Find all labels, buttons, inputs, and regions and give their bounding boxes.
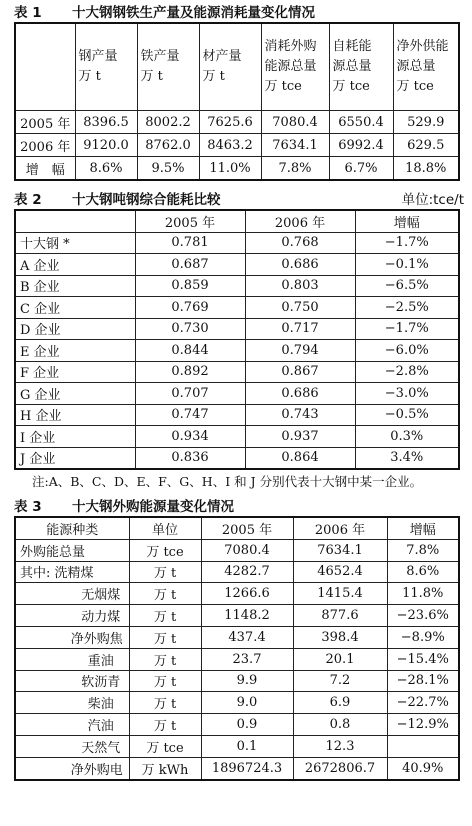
table2-cell: −2.5%	[355, 297, 459, 319]
table2-cell: −2.8%	[355, 361, 459, 383]
table3-cell: 0.1	[201, 735, 293, 757]
table2-row	[15, 361, 459, 383]
table3-cell: −22.7%	[387, 692, 459, 714]
table2-row-label: I 企业	[15, 426, 135, 448]
table1-header-line: 净外供能	[396, 39, 449, 54]
table3-cell: 398.4	[293, 626, 387, 648]
table2-cell: 0.864	[245, 447, 355, 469]
table2-row-label: E 企业	[15, 340, 135, 362]
table3-header-cell: 2006 年	[293, 517, 387, 539]
table2-row-label: C 企业	[15, 297, 135, 319]
table1-row	[15, 111, 459, 134]
table3-cell: 万 t	[129, 626, 201, 648]
table2-cell: 3.4%	[355, 447, 459, 469]
table2-cell: −6.0%	[355, 340, 459, 362]
table3-header-row	[15, 517, 459, 539]
table3-cell: −12.9%	[387, 714, 459, 736]
table1-header-line: 自耗能	[332, 39, 372, 54]
table3-cell: 40.9%	[387, 757, 459, 779]
table2-cell: 0.768	[245, 232, 355, 254]
table2-cell: −0.5%	[355, 404, 459, 426]
table1-cell: 8762.0	[137, 134, 199, 157]
table3-cell: −23.6%	[387, 605, 459, 627]
table3-row	[15, 583, 459, 605]
table3-cell	[387, 735, 459, 757]
table3-cell: 20.1	[293, 648, 387, 670]
table1-cell: 8463.2	[199, 134, 261, 157]
table2-row	[15, 275, 459, 297]
table1-cell: 6.7%	[329, 157, 393, 181]
table3-cell: 0.8	[293, 714, 387, 736]
table3-row	[15, 561, 459, 583]
table2-row-label: J 企业	[15, 447, 135, 469]
table3-cell: 23.7	[201, 648, 293, 670]
table3-cell: 12.3	[293, 735, 387, 757]
table3-cell: 8.6%	[387, 561, 459, 583]
table3-cell: 1266.6	[201, 583, 293, 605]
table1-header-line: 铁产量	[140, 49, 180, 64]
table1-cell: 529.9	[393, 111, 459, 134]
table3-cell: 万 t	[129, 714, 201, 736]
table3-header-cell: 能源种类	[15, 517, 129, 539]
table3-cell: −15.4%	[387, 648, 459, 670]
table1-cell: 6550.4	[329, 111, 393, 134]
table3-cell: 万 tce	[129, 539, 201, 561]
table1-caption	[0, 0, 472, 22]
table1-header-line: 万 tce	[332, 79, 370, 94]
table3-row-label: 软沥青	[15, 670, 129, 692]
table1-header-cell	[393, 23, 459, 111]
table1-cell: 8002.2	[137, 111, 199, 134]
table1-header-corner	[15, 23, 75, 111]
table2-cell: 0.892	[135, 361, 245, 383]
table2-cell: −3.0%	[355, 383, 459, 405]
table3-cell: 1148.2	[201, 605, 293, 627]
table2-cell: 0.686	[245, 383, 355, 405]
table1-header-line: 万 t	[202, 69, 225, 84]
table2-row	[15, 383, 459, 405]
table3-row-label: 汽油	[15, 714, 129, 736]
table2-row-label: 十大钢 *	[15, 232, 135, 254]
table3-cell: 万 t	[129, 561, 201, 583]
table3-row-label: 净外购电	[15, 757, 129, 779]
table2-cell: 0.3%	[355, 426, 459, 448]
table3-cell: −28.1%	[387, 670, 459, 692]
table1-cell: 18.8%	[393, 157, 459, 181]
table1-header-line: 源总量	[332, 59, 372, 74]
table2-header-cell: 增幅	[355, 210, 459, 232]
table2	[14, 209, 460, 470]
table1-header-line: 万 tce	[264, 79, 302, 94]
table3-cell: 7634.1	[293, 539, 387, 561]
table3-row-label: 动力煤	[15, 605, 129, 627]
table2-note: 注:A、B、C、D、E、F、G、H、I 和 J 分别代表十大钢中某一企业。	[32, 474, 423, 489]
table3-row-label: 天然气	[15, 735, 129, 757]
table3-header-cell: 2005 年	[201, 517, 293, 539]
table3-row-label: 重油	[15, 648, 129, 670]
table2-cell: 0.844	[135, 340, 245, 362]
table3-cell: 9.0	[201, 692, 293, 714]
table2-cell: −1.7%	[355, 318, 459, 340]
table2-row	[15, 426, 459, 448]
table1-cell: 9120.0	[75, 134, 137, 157]
table1-cell: 9.5%	[137, 157, 199, 181]
table1-cell: 7080.4	[261, 111, 329, 134]
table1-number: 表 1	[14, 5, 42, 21]
table3-row-label: 柴油	[15, 692, 129, 714]
table1-header-line: 能源总量	[264, 59, 317, 74]
table3-row	[15, 670, 459, 692]
table2-header-row	[15, 210, 459, 232]
table2-cell: 0.836	[135, 447, 245, 469]
table2-caption	[0, 187, 472, 209]
table1-header-line: 万 t	[140, 69, 163, 84]
table3-cell: −8.9%	[387, 626, 459, 648]
table1-header-cell	[329, 23, 393, 111]
table2-cell: −0.1%	[355, 254, 459, 276]
table1-header-line: 万 tce	[396, 79, 434, 94]
table2-row-label: B 企业	[15, 275, 135, 297]
table2-cell: 0.730	[135, 318, 245, 340]
table1-header-line: 消耗外购	[264, 39, 317, 54]
table2-cell: 0.867	[245, 361, 355, 383]
table1-title: 十大钢钢铁生产量及能源消耗量变化情况	[72, 5, 315, 21]
table3-cell: 6.9	[293, 692, 387, 714]
table3-row	[15, 626, 459, 648]
table3-cell: 7080.4	[201, 539, 293, 561]
table2-cell: 0.686	[245, 254, 355, 276]
table1-header-row	[15, 23, 459, 111]
table2-row-label: F 企业	[15, 361, 135, 383]
table1-row-label: 增 幅	[15, 157, 75, 181]
table2-title: 十大钢吨钢综合能耗比较	[72, 192, 221, 208]
table1-row	[15, 134, 459, 157]
table3-row	[15, 539, 459, 561]
table3-row-label: 净外购焦	[15, 626, 129, 648]
table2-cell: 0.717	[245, 318, 355, 340]
table3-title: 十大钢外购能源量变化情况	[72, 499, 234, 515]
table1-cell: 7.8%	[261, 157, 329, 181]
table2-cell: −6.5%	[355, 275, 459, 297]
table2-row	[15, 254, 459, 276]
table3-row	[15, 714, 459, 736]
table2-cell: 0.934	[135, 426, 245, 448]
table1-header-cell	[75, 23, 137, 111]
table3-cell: 11.8%	[387, 583, 459, 605]
table2-cell: 0.743	[245, 404, 355, 426]
table1-header-cell	[199, 23, 261, 111]
table2-row	[15, 447, 459, 469]
table1-cell: 7634.1	[261, 134, 329, 157]
table3-row-label: 外购能总量	[15, 539, 129, 561]
table1-cell: 6992.4	[329, 134, 393, 157]
table1-cell: 7625.6	[199, 111, 261, 134]
table3-cell: 1896724.3	[201, 757, 293, 779]
table2-row	[15, 404, 459, 426]
table2-cell: −1.7%	[355, 232, 459, 254]
table3-row	[15, 757, 459, 779]
table3	[14, 516, 460, 781]
table3-row	[15, 648, 459, 670]
table3-cell: 7.8%	[387, 539, 459, 561]
table3-caption	[0, 494, 472, 516]
table2-unit: 单位:tce/t	[401, 192, 464, 208]
table3-header-cell: 增幅	[387, 517, 459, 539]
table3-cell: 2672806.7	[293, 757, 387, 779]
table3-cell: 万 kWh	[129, 757, 201, 779]
table3-row-label: 无烟煤	[15, 583, 129, 605]
table3-cell: 437.4	[201, 626, 293, 648]
table2-header-cell: 2006 年	[245, 210, 355, 232]
table2-cell: 0.794	[245, 340, 355, 362]
table1-row-label: 2006 年	[15, 134, 75, 157]
table3-cell: 9.9	[201, 670, 293, 692]
table2-cell: 0.803	[245, 275, 355, 297]
table2-row-label: A 企业	[15, 254, 135, 276]
table3-cell: 万 t	[129, 583, 201, 605]
table1-row-label: 2005 年	[15, 111, 75, 134]
table1-header-line: 材产量	[202, 49, 242, 64]
table1-cell: 8.6%	[75, 157, 137, 181]
table2-row-label: D 企业	[15, 318, 135, 340]
table2-cell: 0.859	[135, 275, 245, 297]
table1	[14, 22, 460, 181]
table1-cell: 8396.5	[75, 111, 137, 134]
table2-row	[15, 297, 459, 319]
table2-header-cell	[15, 210, 135, 232]
table3-number: 表 3	[14, 499, 42, 515]
table2-cell: 0.769	[135, 297, 245, 319]
table3-cell: 万 t	[129, 670, 201, 692]
table2-cell: 0.937	[245, 426, 355, 448]
table3-cell: 万 t	[129, 648, 201, 670]
table2-row	[15, 340, 459, 362]
table3-header-cell: 单位	[129, 517, 201, 539]
table3-row	[15, 692, 459, 714]
table2-cell: 0.747	[135, 404, 245, 426]
table3-row	[15, 605, 459, 627]
table2-row-label: G 企业	[15, 383, 135, 405]
table3-cell: 1415.4	[293, 583, 387, 605]
table3-cell: 7.2	[293, 670, 387, 692]
table3-cell: 877.6	[293, 605, 387, 627]
table3-cell: 万 t	[129, 605, 201, 627]
table3-cell: 万 t	[129, 692, 201, 714]
table1-header-cell	[137, 23, 199, 111]
table3-cell: 4652.4	[293, 561, 387, 583]
table3-cell: 4282.7	[201, 561, 293, 583]
table1-header-line: 万 t	[78, 69, 101, 84]
table2-header-cell: 2005 年	[135, 210, 245, 232]
table3-row-label: 其中: 洗精煤	[15, 561, 129, 583]
table2-cell: 0.687	[135, 254, 245, 276]
table2-cell: 0.750	[245, 297, 355, 319]
table2-row	[15, 232, 459, 254]
table1-header-line: 源总量	[396, 59, 436, 74]
table1-row	[15, 157, 459, 181]
table2-cell: 0.707	[135, 383, 245, 405]
table2-number: 表 2	[14, 192, 42, 208]
table2-cell: 0.781	[135, 232, 245, 254]
table1-cell: 11.0%	[199, 157, 261, 181]
table3-cell: 万 tce	[129, 735, 201, 757]
table2-row-label: H 企业	[15, 404, 135, 426]
table3-cell: 0.9	[201, 714, 293, 736]
table1-cell: 629.5	[393, 134, 459, 157]
table2-row	[15, 318, 459, 340]
table1-header-line: 钢产量	[78, 49, 118, 64]
table3-row	[15, 735, 459, 757]
table1-header-cell	[261, 23, 329, 111]
